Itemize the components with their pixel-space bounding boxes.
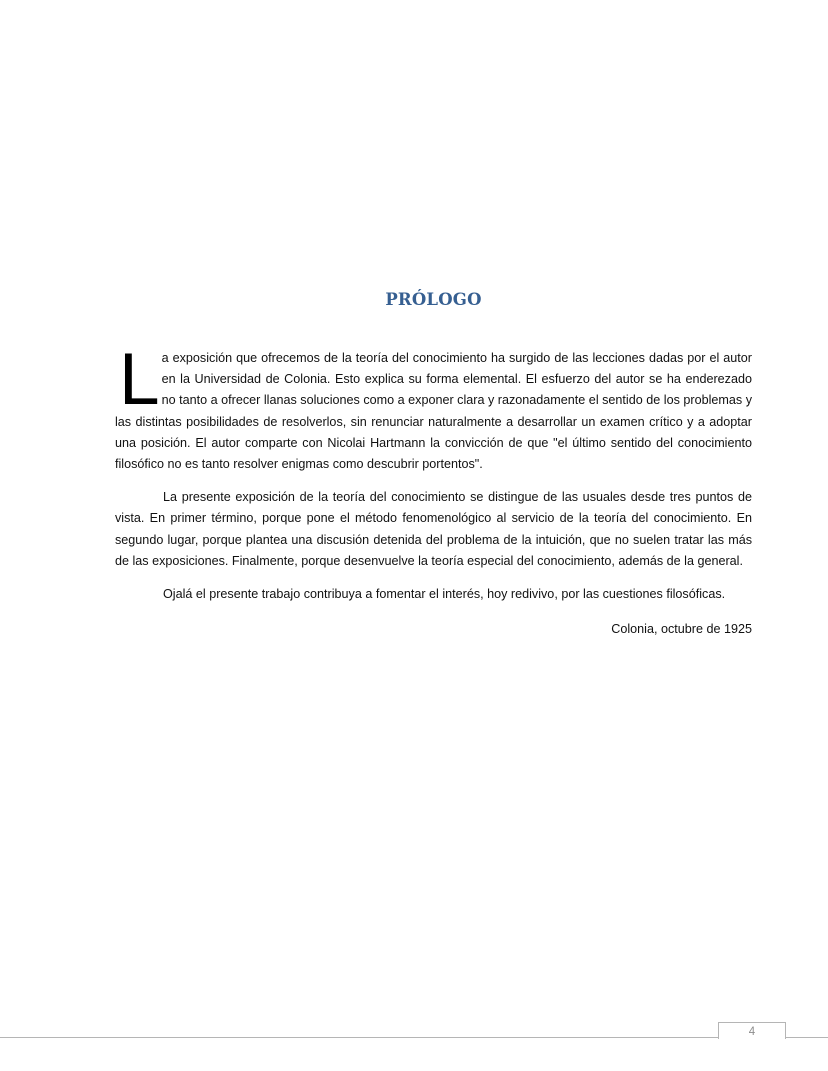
signature-line: Colonia, octubre de 1925 [611, 622, 752, 637]
document-body [115, 339, 752, 640]
page-title: PRÓLOGO [385, 290, 482, 309]
page-number: 4 [718, 1022, 786, 1039]
paragraph-1 [115, 339, 752, 475]
paragraph-2: La presente exposición de la teoría del conocimiento se distingue de las usuales desde tres puntos de vista. En primer término, porque pone el método fenomenológico al servicio de la teoría del conocimiento. En segundo lugar, porque plantea una discusión detenida del problema de la intuición, que no suelen tratar las más de las exposiciones. Finalmente, porque desenvuelve la teoría especial del conocimiento, además de la general. [115, 490, 752, 568]
paragraph-3: Ojalá el presente trabajo contribuya a fomentar el interés, hoy redivivo, por las cuestiones filosóficas. [163, 587, 726, 602]
footer-divider [0, 1037, 828, 1038]
drop-cap: L [119, 339, 160, 420]
paragraph-1-text: a exposición que ofrecemos de la teoría del conocimiento ha surgido de las lecciones dadas por el autor en la Universidad de Colonia. Esto explica su forma elemental. El esfuerzo del autor se ha enderezado no tanto a ofrecer llanas soluciones como a exponer clara y razonadamente el sentido de los problemas y las distintas posibilidades de resolverlos, sin renunciar naturalmente a desarrollar un examen crítico y a adoptar una posición. El autor comparte con Nicolai Hartmann la convicción de que "el último sentido del conocimiento filosófico no es tanto resolver enigmas como descubrir portentos". [115, 351, 752, 472]
